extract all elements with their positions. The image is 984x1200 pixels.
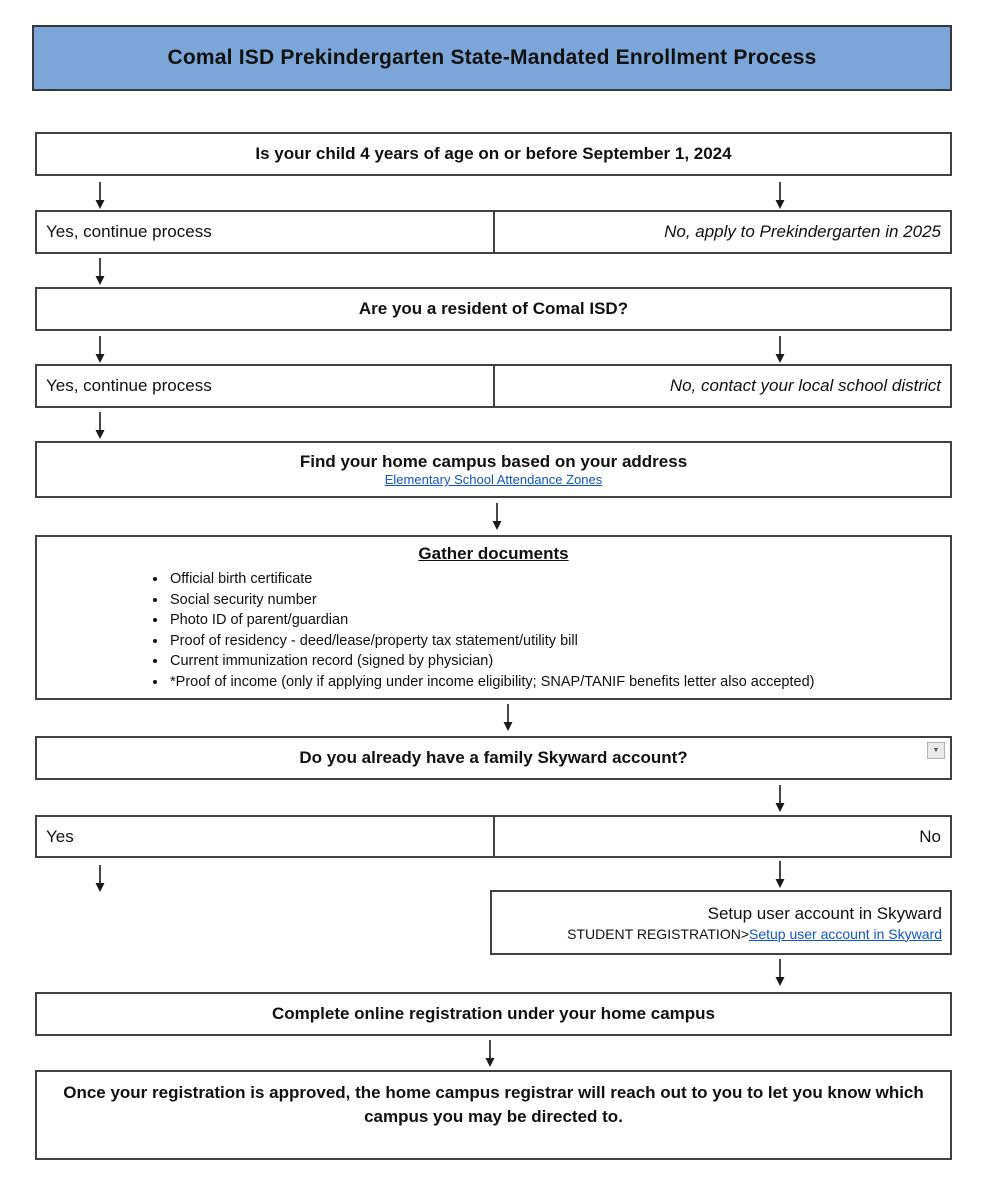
document-list-item: • Photo ID of parent/guardian [168, 610, 950, 631]
home-campus-box [35, 441, 952, 498]
age-answer-row [35, 210, 952, 254]
skyward-question-text: Do you already have a family Skyward account? [299, 748, 688, 767]
resident-yes-cell: Yes, continue process [37, 366, 495, 406]
down-arrow-icon [772, 959, 788, 986]
registrar-note-box: Once your registration is approved, the home campus registrar will reach out to you to let you know which campus you may be directed to. [35, 1070, 952, 1160]
down-arrow-icon [482, 1040, 498, 1067]
dropdown-button[interactable] [927, 742, 945, 759]
skyward-no-cell: No [919, 826, 941, 846]
resident-no-cell: No, contact your local school district [669, 376, 941, 395]
document-list-item: • Official birth certificate [168, 569, 950, 590]
down-arrow-icon [92, 336, 108, 363]
down-arrow-icon [92, 258, 108, 285]
document-list-item: • *Proof of income (only if applying under income eligibility; SNAP/TANIF benefits letter also accepted) [168, 672, 950, 693]
age-yes-cell: Yes, continue process [37, 212, 495, 252]
setup-skyward-path [567, 925, 942, 944]
down-arrow-icon [489, 503, 505, 530]
skyward-answer-row [35, 815, 952, 858]
resident-answer-row [35, 364, 952, 408]
home-campus-title: Find your home campus based on your address [299, 452, 688, 471]
page-title: Comal ISD Prekindergarten State-Mandated Enrollment Process [32, 25, 952, 91]
down-arrow-icon [92, 412, 108, 439]
document-list-item: • Current immunization record (signed by physician) [168, 651, 950, 672]
dropdown-arrow-icon: ▼ [932, 747, 940, 754]
document-list [37, 569, 950, 692]
down-arrow-icon [92, 182, 108, 209]
down-arrow-icon [772, 182, 788, 209]
down-arrow-icon [772, 861, 788, 888]
resident-question-box: Are you a resident of Comal ISD? [35, 287, 952, 331]
skyward-yes-cell: Yes [37, 817, 495, 856]
down-arrow-icon [500, 704, 516, 731]
setup-skyward-title: Setup user account in Skyward [707, 903, 942, 923]
setup-skyward-box [490, 890, 952, 955]
age-no-cell: No, apply to Prekindergarten in 2025 [664, 222, 941, 241]
age-question-box: Is your child 4 years of age on or before September 1, 2024 [35, 132, 952, 176]
setup-path-prefix: STUDENT REGISTRATION> [567, 925, 749, 942]
document-list-item: • Social security number [168, 590, 950, 611]
down-arrow-icon [772, 785, 788, 812]
gather-documents-title: Gather documents [418, 544, 569, 563]
skyward-question-box [35, 736, 952, 780]
complete-registration-box: Complete online registration under your home campus [35, 992, 952, 1036]
down-arrow-icon [772, 336, 788, 363]
attendance-zones-link[interactable]: Elementary School Attendance Zones [384, 472, 603, 487]
setup-skyward-link[interactable]: Setup user account in Skyward [749, 925, 942, 942]
document-list-item: • Proof of residency - deed/lease/property tax statement/utility bill [168, 631, 950, 652]
gather-documents-box [35, 535, 952, 700]
down-arrow-icon [92, 865, 108, 892]
